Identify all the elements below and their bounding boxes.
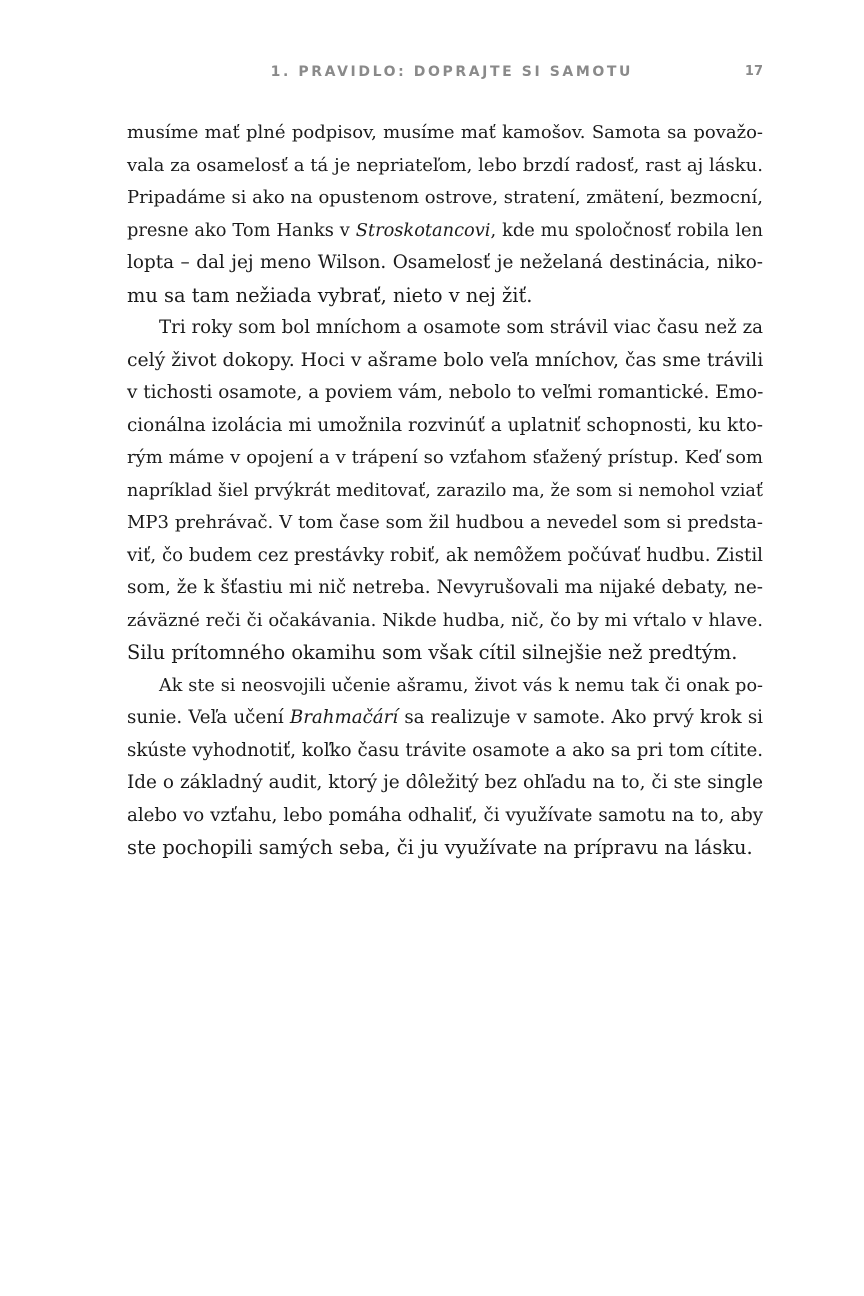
text-line: Pripadáme si ako na opustenom ostrove, stratení, zmätení, bezmocní,	[127, 187, 763, 208]
text-line: musíme mať plné podpisov, musíme mať kamošov. Samota sa považo-	[127, 122, 763, 143]
text-line: mu sa tam nežiada vybrať, nieto v nej žiť.	[127, 283, 533, 307]
paragraph	[127, 670, 763, 865]
text-line: Silu prítomného okamihu som však cítil silnejšie než predtým.	[127, 641, 738, 664]
text-line: som, že k šťastiu mi nič netreba. Nevyrušovali ma nijaké debaty, ne-	[127, 577, 763, 598]
text-line: skúste vyhodnotiť, koľko času trávite osamote a ako sa pri tom cítite.	[127, 739, 763, 761]
text-run: sa realizuje v samote. Ako prvý krok si	[398, 707, 763, 728]
text-line: záväzné reči či očakávania. Nikde hudba, nič, čo by mi vŕtalo v hlave.	[127, 609, 763, 631]
text-run: sunie. Veľa učení	[127, 707, 290, 728]
text-line: rým máme v opojení a v trápení so vzťahom sťažený prístup. Keď som	[127, 447, 763, 468]
paragraph	[127, 117, 763, 312]
text-run: presne ako Tom Hanks v	[127, 219, 356, 241]
text-line: alebo vo vzťahu, lebo pomáha odhaliť, či využívate samotu na to, aby	[127, 804, 763, 826]
text-line: viť, čo budem cez prestávky robiť, ak nemôžem počúvať hudbu. Zistil	[127, 544, 764, 566]
italic-term: Brahmačárí	[289, 707, 399, 728]
text-line: Ak ste si neosvojili učenie ašramu, život vás k nemu tak či onak po-	[159, 675, 763, 696]
text-line: Tri roky som bol mníchom a osamote som strávil viac času než za	[159, 317, 763, 338]
text-line	[127, 702, 763, 735]
text-line: napríklad šiel prvýkrát meditovať, zarazilo ma, že som si nemohol vziať	[127, 480, 763, 501]
running-head	[0, 64, 864, 88]
text-line: ste pochopili samých seba, či ju využívate na prípravu na lásku.	[127, 836, 753, 859]
text-run: , kde mu spoločnosť robila len	[490, 219, 763, 241]
text-line: lopta – dal jej meno Wilson. Osamelosť je neželaná destinácia, niko-	[127, 252, 763, 273]
text-line: v tichosti osamote, a poviem vám, nebolo to veľmi romantické. Emo-	[127, 382, 764, 403]
body-text	[127, 117, 763, 865]
italic-title: Stroskotancovi	[355, 219, 491, 241]
text-line: Ide o základný audit, ktorý je dôležitý bez ohľadu na to, či ste single	[127, 772, 763, 793]
text-line	[127, 215, 763, 248]
text-line: vala za osamelosť a tá je nepriateľom, lebo brzdí radosť, rast aj lásku.	[127, 154, 763, 176]
paragraph	[127, 312, 763, 670]
text-line: celý život dokopy. Hoci v ašrame bolo veľa mníchov, čas sme trávili	[127, 349, 764, 371]
text-line: MP3 prehrávač. V tom čase som žil hudbou a nevedel som si predsta-	[127, 512, 763, 533]
page-number: 17	[744, 64, 763, 79]
chapter-title: 1. PRAVIDLO: DOPRAJTE SI SAMOTU	[270, 64, 633, 80]
text-line: cionálna izolácia mi umožnila rozvinúť a uplatniť schopnosti, ku kto-	[127, 414, 763, 436]
